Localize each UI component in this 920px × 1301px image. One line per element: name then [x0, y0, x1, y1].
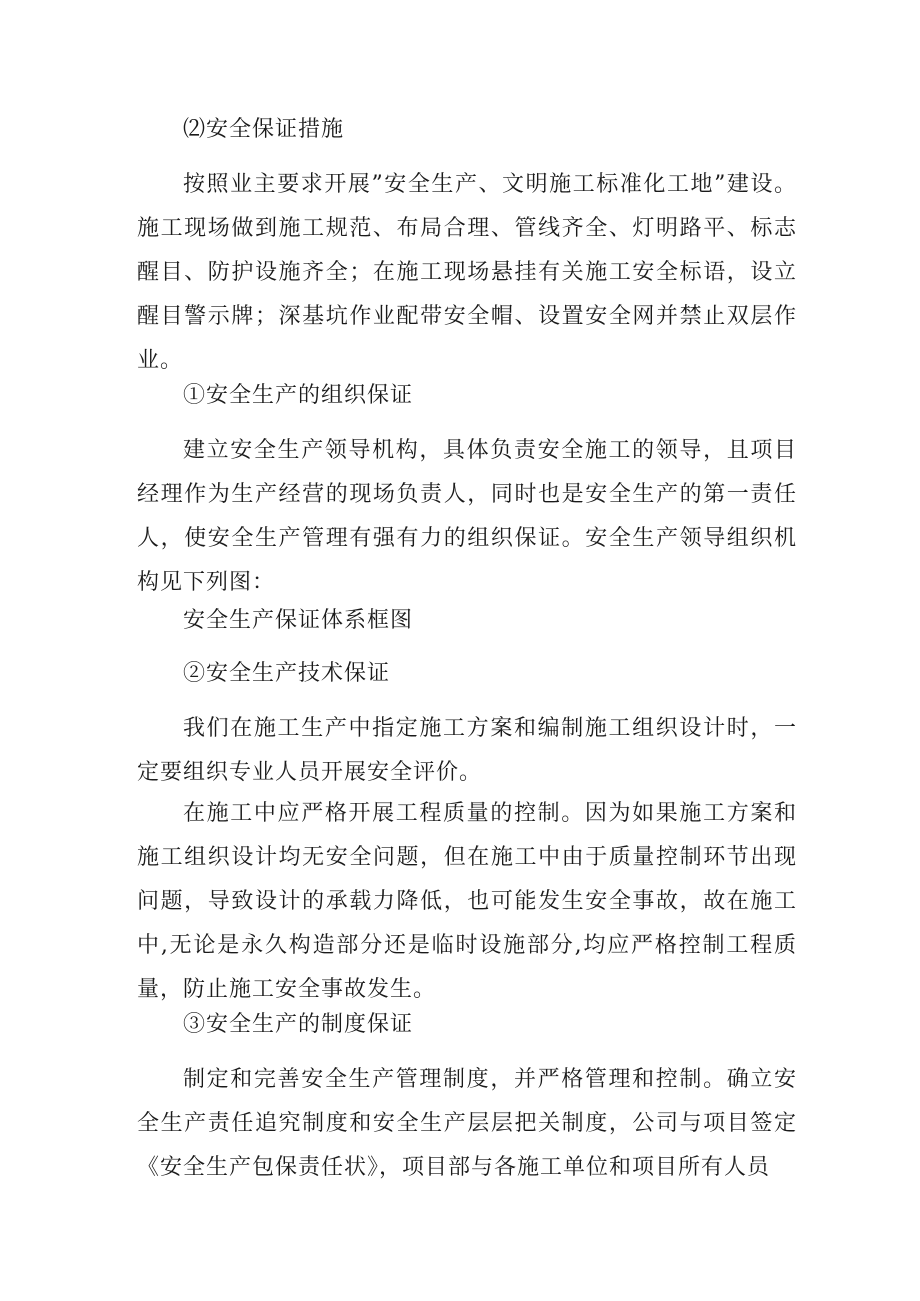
subheading-system-guarantee: ③安全生产的制度保证 — [183, 1012, 414, 1037]
paragraph-management-system: 制定和完善安全生产管理制度，并严格管理和控制。确立安全生产责任追究制度和安全生产层层把关制度，公司与项目签定《安全生产包保责任状》，项目部与各施工单位和项目所有人员 — [137, 1067, 797, 1180]
paragraph-leadership-structure: 建立安全生产领导机构，具体负责安全施工的领导，且项目经理作为生产经营的现场负责人，同时也是安全生产的第一责任人，使安全生产管理有强有力的组织保证。安全生产领导组织机构见下列图： — [137, 438, 797, 595]
paragraph-standardized-site: 按照业主要求开展”安全生产、文明施工标准化工地”建设。施工现场做到施工规范、布局合理、管线齐全、灯明路平、标志醒目、防护设施齐全；在施工现场悬挂有关施工安全标语，设立醒目警示牌；深基坑作业配带安全帽、设置安全网并禁止双层作业。 — [137, 172, 797, 373]
subheading-organization-guarantee: ①安全生产的组织保证 — [183, 383, 414, 408]
paragraph-quality-control: 在施工中应严格开展工程质量的控制。因为如果施工方案和施工组织设计均无安全问题，但在施工中由于质量控制环节出现问题，导致设计的承载力降低，也可能发生安全事故，故在施工中,无论是永久构造部分还是临时设施部分,均应严格控制工程质量，防止施工安全事故发生。 — [137, 801, 797, 1002]
figure-caption-system-diagram: 安全生产保证体系框图 — [183, 608, 414, 633]
subheading-technical-guarantee: ②安全生产技术保证 — [183, 661, 391, 686]
paragraph-safety-evaluation: 我们在施工生产中指定施工方案和编制施工组织设计时，一定要组织专业人员开展安全评价。 — [137, 716, 797, 785]
section-heading-safety-measures: ⑵安全保证措施 — [183, 117, 345, 142]
